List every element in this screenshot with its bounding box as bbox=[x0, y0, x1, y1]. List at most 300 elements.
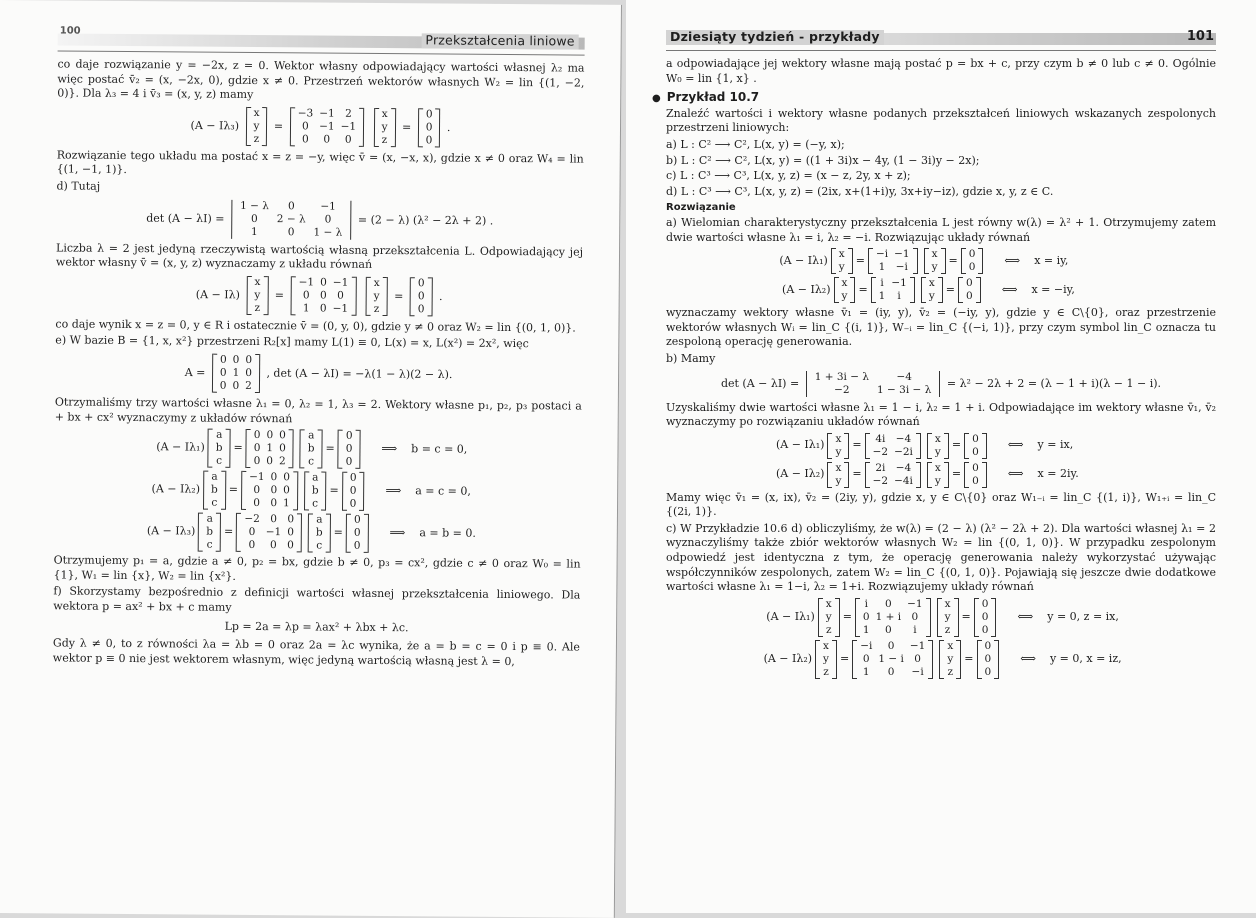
matrix bbox=[290, 276, 356, 316]
matrix-cell: −2 bbox=[244, 513, 260, 526]
matrix-cell: 0 bbox=[219, 353, 227, 366]
matrix-cell: 0 bbox=[319, 289, 327, 302]
matrix-cell: −4i bbox=[894, 474, 913, 487]
matrix-cell: x bbox=[841, 277, 848, 290]
matrix-cell: y bbox=[944, 610, 951, 623]
matrix-cell: 0 bbox=[266, 429, 274, 442]
matrix-cell: x bbox=[835, 461, 842, 474]
equation-system bbox=[666, 248, 1216, 274]
matrix-cell: z bbox=[381, 133, 388, 146]
equals-sign: = bbox=[852, 467, 862, 481]
vector bbox=[818, 598, 840, 637]
paragraph: Rozwiązanie tego układu ma postać x = z = −y, więc v̄ = (x, −x, x), gdzie x ≠ 0 oraz W₄ = lin {(1, −1, 1)}. bbox=[56, 148, 584, 177]
matrix-cell: y bbox=[947, 652, 954, 665]
left-page-number: 100 bbox=[59, 25, 81, 37]
equation-system bbox=[666, 277, 1216, 303]
eq-result: x = −iy, bbox=[1031, 282, 1075, 296]
equation-systems bbox=[666, 248, 1216, 303]
equals-sign: = bbox=[852, 438, 862, 452]
matrix-cell: z bbox=[823, 665, 829, 678]
eq-lhs: (A − Iλ₁) bbox=[779, 253, 828, 267]
eq-result: y = 0, x = iz, bbox=[1049, 652, 1122, 666]
eq-lhs: det (A − λI) = bbox=[720, 376, 800, 390]
matrix-cell: −1 bbox=[249, 471, 265, 484]
matrix-cell: z bbox=[944, 623, 951, 636]
matrix-cell: 0 bbox=[253, 484, 261, 497]
matrix-cell: 0 bbox=[353, 539, 361, 552]
matrix-cell: 0 bbox=[914, 652, 921, 665]
eq-rhs: , det (A − λI) = −λ(1 − λ)(2 − λ). bbox=[266, 366, 453, 382]
matrix-cell: 0 bbox=[984, 665, 992, 678]
matrix-cell: −1 bbox=[907, 597, 923, 610]
matrix-cell: −4 bbox=[896, 370, 912, 383]
matrix-cell: 0 bbox=[232, 379, 240, 392]
matrix-cell: 0 bbox=[885, 623, 892, 636]
matrix-cell: 0 bbox=[417, 290, 425, 303]
vector bbox=[308, 514, 331, 553]
equals-sign: = bbox=[858, 282, 868, 296]
matrix-cell: 0 bbox=[270, 471, 278, 484]
matrix-cell: 0 bbox=[337, 289, 344, 302]
matrix-cell: b bbox=[210, 483, 218, 496]
matrix-cell: 0 bbox=[972, 474, 979, 487]
eq-lhs: A = bbox=[184, 365, 206, 380]
eq-lhs: (A − Iλ) bbox=[195, 287, 240, 302]
matrix-cell: 1 + i bbox=[875, 610, 902, 623]
matrix-cell: −4 bbox=[895, 461, 912, 474]
vector bbox=[958, 277, 981, 303]
matrix-cell: −1 bbox=[340, 120, 357, 133]
matrix-cell: −1 bbox=[319, 120, 335, 133]
vector bbox=[927, 433, 949, 459]
paragraph: wyznaczamy wektory własne v̄₁ = (iy, y), v̄₂ = (−iy, y), gdzie y ∈ C\{0}, oraz przestrzenie wektorów własnych Wᵢ = lin_C {(i, 1)}, W₋ᵢ = lin_C {(−i, 1)}, przy czym symbol lin_C oznacza tu zespoloną operację generowania. bbox=[666, 306, 1216, 349]
vector bbox=[921, 277, 943, 303]
equals-sign: = bbox=[961, 610, 971, 624]
matrix bbox=[241, 471, 298, 510]
matrix-cell: c bbox=[316, 539, 323, 552]
matrix-cell: y bbox=[254, 288, 261, 301]
vector bbox=[366, 277, 388, 316]
matrix-cell: 0 bbox=[966, 277, 973, 290]
matrix-cell: b bbox=[215, 441, 223, 454]
matrix-cell: 2i bbox=[875, 461, 886, 474]
matrix-cell: y bbox=[373, 289, 380, 302]
matrix-cell: 0 bbox=[968, 261, 976, 274]
eq-lhs: (A − Iλ₁) bbox=[156, 440, 205, 454]
matrix-cell: 0 bbox=[248, 526, 256, 539]
matrix-cell: 0 bbox=[324, 213, 332, 226]
paragraph: Liczba λ = 2 jest jedyną rzeczywistą wartością własną przekształcenia L. Odpowiadający jej wektor własny v̄ = (x, y, z) wyznaczamy z układu równań bbox=[55, 241, 584, 272]
determinant bbox=[231, 199, 352, 239]
matrix bbox=[212, 354, 260, 393]
matrix-cell: 0 bbox=[287, 225, 295, 238]
eq-lhs: (A − Iλ₁) bbox=[766, 610, 815, 624]
matrix-cell: y bbox=[934, 445, 941, 458]
equivalence-arrow: ⟺ bbox=[1017, 610, 1034, 624]
eq-lhs: (A − Iλ₂) bbox=[763, 652, 813, 666]
matrix-cell: −1 bbox=[319, 107, 335, 120]
matrix-cell: 0 bbox=[345, 429, 353, 442]
matrix bbox=[236, 513, 302, 553]
matrix-cell: 0 bbox=[425, 121, 433, 134]
matrix-cell: x bbox=[947, 639, 954, 652]
matrix-cell: i bbox=[913, 623, 917, 636]
matrix-cell: b bbox=[206, 525, 214, 538]
matrix-cell: 0 bbox=[287, 199, 295, 212]
equation-system bbox=[54, 470, 581, 513]
vector bbox=[245, 107, 267, 146]
equivalence-arrow: ⟺ bbox=[1020, 652, 1036, 666]
equals-sign: = bbox=[951, 438, 962, 452]
eq-rhs: = λ² − 2λ + 2 = (λ − 1 + i)(λ − 1 − i). bbox=[946, 376, 1162, 390]
paragraph: Znaleźć wartości i wektory własne podanych przekształceń liniowych wskazanych zespolonych przestrzeni liniowych: bbox=[666, 106, 1216, 135]
eq-result: y = 0, z = ix, bbox=[1047, 610, 1119, 624]
matrix-cell: 0 bbox=[279, 442, 286, 455]
example-items bbox=[666, 138, 1216, 199]
right-page bbox=[626, 0, 1256, 913]
matrix-cell: 0 bbox=[344, 133, 352, 146]
matrix-cell: 0 bbox=[219, 366, 227, 379]
matrix-cell: 1 bbox=[232, 366, 240, 379]
matrix-cell: 1 − λ bbox=[313, 226, 343, 239]
matrix-cell: 2 bbox=[278, 455, 286, 468]
matrix-cell: y bbox=[381, 120, 388, 133]
eq-lhs: (A − Iλ₂) bbox=[775, 467, 825, 481]
eq-lhs: det (A − λI) = bbox=[146, 211, 225, 225]
matrix-cell: 0 bbox=[862, 652, 870, 665]
matrix-cell: 0 bbox=[968, 248, 976, 261]
matrix-cell: 0 bbox=[266, 455, 274, 468]
matrix-cell: i bbox=[897, 290, 901, 303]
vector bbox=[924, 248, 946, 274]
matrix-cell: 1 − λ bbox=[240, 199, 269, 212]
matrix-cell: y bbox=[934, 474, 941, 487]
matrix-cell: 1 bbox=[878, 261, 886, 274]
equation: (A − Iλ₃) x y z = −3 −1 2 0 −1 −1 0 0 0 x y z = 0 0 0 . bbox=[190, 106, 451, 147]
matrix-cell: x bbox=[934, 461, 941, 474]
matrix-cell: y bbox=[835, 474, 842, 487]
matrix-cell: x bbox=[825, 597, 832, 610]
matrix-cell: y bbox=[838, 261, 845, 274]
eq-lhs: (A − Iλ₂) bbox=[151, 482, 201, 496]
matrix-cell: −i bbox=[895, 261, 908, 274]
equals-sign: = bbox=[951, 467, 962, 481]
eq-result: b = c = 0, bbox=[411, 442, 468, 457]
matrix-cell: z bbox=[825, 623, 832, 636]
vector bbox=[964, 462, 987, 488]
paragraph: c) W Przykładzie 10.6 d) obliczyliśmy, że w(λ) = (2 − λ) (λ² − 2λ + 2). Dla wartości własnej λ₁ = 2 wyznaczyliśmy także zbiór wektorów własnych W₂ = lin {(0, 1, 0)}. W przypadku zespolonym odpowiedź jest identyczna z tym, że operację generowania należy wykorzystać używając współczynników zespolonych, zatem W₂ = lin_C {(0, 1, 0)}. Pojawiają się jeszcze dwie dodatkowe wartości własne λ₁ = 1−i, λ₂ = 1+i. Rozwiązujemy układy równań bbox=[666, 521, 1216, 594]
vector bbox=[937, 598, 959, 637]
example-item: d) L : C³ ⟶ C³, L(x, y, z) = (2ix, x+(1+i)y, 3x+iy−iz), gdzie x, y, z ∈ C. bbox=[666, 184, 1054, 198]
matrix-cell: 0 bbox=[270, 497, 278, 510]
equation-systems bbox=[666, 598, 1216, 679]
implies-arrow: ⟹ bbox=[385, 484, 402, 498]
left-running-head bbox=[58, 25, 585, 55]
vector bbox=[198, 513, 221, 552]
matrix-cell: 0 bbox=[353, 526, 361, 539]
matrix-cell: 0 bbox=[248, 539, 256, 552]
example-item: c) L : C³ ⟶ C³, L(x, y, z) = (x − z, 2y, x + z); bbox=[666, 169, 911, 183]
matrix-cell: 0 bbox=[984, 652, 992, 665]
paragraph: f) Skorzystamy bezpośrednio z definicji wartości własnej przekształcenia liniowego. Dla wektora p = ax² + bx + c mamy bbox=[53, 584, 581, 614]
matrix-cell: 0 bbox=[302, 120, 309, 133]
matrix-cell: −4 bbox=[895, 432, 912, 445]
matrix-cell: 1 bbox=[878, 290, 886, 303]
implies-arrow: ⟹ bbox=[381, 442, 398, 456]
vector bbox=[338, 430, 361, 469]
example-title: ● Przykład 10.7 bbox=[666, 90, 1216, 107]
matrix-cell: z bbox=[254, 301, 261, 314]
eq-lhs: (A − Iλ₃) bbox=[190, 118, 240, 133]
matrix-cell: x bbox=[253, 106, 260, 119]
matrix-cell: 0 bbox=[287, 526, 294, 539]
matrix-cell: a bbox=[206, 512, 213, 525]
equals-sign: = bbox=[329, 483, 339, 498]
matrix-cell: −1 bbox=[320, 200, 336, 213]
matrix-cell: −1 bbox=[298, 276, 315, 289]
paragraph: Gdy λ ≠ 0, to z równości λa = λb = 0 oraz 2a = λc wynika, że a = b = c = 0 i p ≡ 0. Ale wektor p ≡ 0 nie jest wektorem własnym, więc jedyną wartością własną jest λ = 0, bbox=[52, 636, 580, 668]
matrix-cell: 0 bbox=[253, 497, 261, 510]
equation-systems bbox=[666, 433, 1216, 488]
paragraph: co daje wynik x = z = 0, y ∈ R i ostatecznie v̄ = (0, y, 0), gdzie y ≠ 0 oraz W₂ = lin {(0, 1, 0)}. bbox=[55, 317, 576, 335]
paragraph: b) Mamy bbox=[666, 351, 716, 365]
matrix-cell: 0 bbox=[219, 379, 227, 392]
matrix-cell: 0 bbox=[270, 484, 278, 497]
vector bbox=[961, 248, 984, 274]
matrix-cell: 1 bbox=[302, 302, 310, 315]
eq-result: x = 2iy. bbox=[1037, 467, 1079, 481]
vector bbox=[834, 277, 856, 303]
eq-result: a = c = 0, bbox=[415, 484, 471, 499]
equation: Lp = 2a = λp = λax² + λbx + λc. bbox=[224, 619, 409, 634]
matrix-cell: 0 bbox=[269, 539, 277, 552]
eq-result: y = ix, bbox=[1037, 438, 1074, 452]
vector bbox=[977, 640, 1000, 679]
eq-lhs: (A − Iλ₃) bbox=[146, 524, 196, 538]
matrix-cell: c bbox=[216, 454, 223, 467]
matrix-cell: 0 bbox=[345, 442, 353, 455]
matrix bbox=[246, 429, 294, 468]
matrix-cell: x bbox=[823, 639, 829, 652]
matrix-cell: −2i bbox=[894, 445, 913, 458]
matrix-cell: 0 bbox=[323, 133, 331, 146]
matrix-cell: 0 bbox=[301, 133, 309, 146]
matrix-cell: −i bbox=[875, 248, 889, 261]
matrix-cell: 0 bbox=[245, 366, 253, 379]
matrix-cell: 0 bbox=[302, 289, 310, 302]
paragraph: Otrzymujemy p₁ = a, gdzie a ≠ 0, p₂ = bx, gdzie b ≠ 0, p₃ = cx², gdzie c ≠ 0 oraz W₀ = lin {1}, W₁ = lin {x}, W₂ = lin {x²}. bbox=[53, 553, 581, 583]
matrix-cell: x bbox=[934, 432, 941, 445]
right-running-title: Dziesiąty tydzień - przykłady bbox=[666, 30, 884, 45]
matrix-cell: a bbox=[312, 471, 319, 484]
matrix-cell: x bbox=[254, 275, 261, 288]
left-running-title: Przekształcenia liniowe bbox=[421, 33, 578, 49]
matrix-cell: x bbox=[944, 597, 951, 610]
paragraph: co daje rozwiązanie y = −2x, z = 0. Wektor własny odpowiadający wartości własnej λ₂ ma więc postać v̄₂ = (x, −2x, 0), gdzie x ≠ 0. Przestrzeń wektorów własnych W₂ = lin {(1, −2, 0)}. Dla λ₃ = 4 i v̄₃ = (x, y, z) mamy bbox=[57, 57, 585, 102]
matrix-cell: i bbox=[880, 277, 884, 290]
matrix-cell: 2 − λ bbox=[276, 212, 306, 225]
matrix-cell: −3 bbox=[297, 107, 314, 120]
equivalence-arrow: ⟺ bbox=[1007, 467, 1024, 481]
equation-system bbox=[666, 433, 1216, 459]
matrix-cell: c bbox=[206, 538, 213, 551]
equation-system bbox=[54, 428, 581, 471]
matrix-cell: −1 bbox=[332, 276, 349, 289]
vector bbox=[831, 248, 853, 274]
matrix-cell: x bbox=[838, 248, 845, 261]
equivalence-arrow: ⟺ bbox=[1001, 282, 1018, 296]
matrix-cell: x bbox=[931, 248, 938, 261]
vector bbox=[939, 640, 961, 679]
matrix bbox=[290, 107, 365, 147]
matrix-cell: 0 bbox=[345, 455, 353, 468]
matrix-cell: z bbox=[253, 132, 260, 145]
matrix-cell: 0 bbox=[966, 290, 973, 303]
matrix-cell: x bbox=[381, 107, 388, 120]
matrix bbox=[855, 598, 931, 637]
vector bbox=[342, 472, 365, 511]
matrix-cell: 0 bbox=[251, 212, 258, 225]
matrix-cell: 0 bbox=[283, 471, 290, 484]
equals-sign: = bbox=[223, 525, 234, 539]
matrix-cell: 2 bbox=[345, 107, 352, 120]
matrix-cell: −1 bbox=[332, 302, 349, 315]
matrix-cell: 0 bbox=[984, 639, 992, 652]
matrix-cell: 0 bbox=[349, 497, 357, 510]
vector bbox=[208, 429, 231, 468]
matrix-cell: 0 bbox=[319, 302, 327, 315]
eq-rhs: = (2 − λ) (λ² − 2λ + 2) . bbox=[357, 212, 494, 227]
matrix-cell: 0 bbox=[253, 442, 261, 455]
matrix-cell: i bbox=[864, 597, 868, 610]
equals-sign: = bbox=[945, 282, 955, 296]
matrix-cell: y bbox=[931, 261, 938, 274]
equation bbox=[55, 352, 582, 395]
example-item: b) L : C² ⟶ C², L(x, y) = ((1 + 3i)x − 4y, (1 − 3i)y − 2x); bbox=[666, 153, 980, 167]
vector bbox=[927, 462, 949, 488]
matrix-cell: 1 bbox=[283, 497, 290, 510]
matrix-cell: c bbox=[312, 497, 319, 510]
vector bbox=[300, 429, 323, 468]
paragraph: a) Wielomian charakterystyczny przekształcenia L jest równy w(λ) = λ² + 1. Otrzymujemy zatem dwie wartości własne λ₁ = i, λ₂ = −i. Rozwiązując układy równań bbox=[666, 215, 1216, 244]
vector bbox=[827, 462, 849, 488]
vector bbox=[815, 640, 837, 679]
matrix-cell: y bbox=[825, 610, 832, 623]
equation: (A − Iλ) x y z = −1 0 −1 0 0 0 1 0 −1 x y z = 0 0 0 . bbox=[195, 275, 443, 316]
matrix-cell: 1 + 3i − λ bbox=[814, 370, 870, 383]
solution-label: Rozwiązanie bbox=[666, 202, 736, 214]
vector bbox=[827, 433, 849, 459]
matrix-cell: −1 bbox=[909, 639, 926, 652]
matrix-cell: 0 bbox=[245, 353, 253, 366]
matrix-cell: 0 bbox=[911, 610, 919, 623]
matrix-cell: 1 bbox=[862, 665, 870, 678]
matrix-cell: 0 bbox=[887, 665, 895, 678]
matrix-cell: 0 bbox=[253, 429, 261, 442]
matrix-cell: 1 − 3i − λ bbox=[877, 383, 932, 396]
matrix-cell: 0 bbox=[885, 597, 892, 610]
matrix-cell: a bbox=[216, 428, 223, 441]
example-item: a) L : C² ⟶ C², L(x, y) = (−y, x); bbox=[666, 137, 845, 151]
vector bbox=[964, 433, 987, 459]
matrix-cell: 0 bbox=[349, 471, 357, 484]
matrix-cell: −i bbox=[860, 639, 873, 652]
vector bbox=[418, 108, 441, 147]
matrix-cell: a bbox=[211, 470, 218, 483]
matrix-cell: 0 bbox=[232, 353, 240, 366]
matrix-cell: −1 bbox=[265, 526, 282, 539]
matrix-cell: x bbox=[835, 432, 842, 445]
equals-sign: = bbox=[333, 525, 343, 540]
matrix-cell: 0 bbox=[972, 445, 979, 458]
paragraph: Uzyskaliśmy dwie wartości własne λ₁ = 1 − i, λ₂ = 1 + i. Odpowiadające im wektory własne v̄₁, v̄₂ wyznaczymy po rozwiązaniu układów równań bbox=[666, 400, 1216, 429]
matrix-cell: −2 bbox=[834, 383, 850, 396]
matrix bbox=[871, 277, 915, 303]
matrix-cell: 0 bbox=[981, 597, 989, 610]
paragraph: Mamy więc v̄₁ = (x, ix), v̄₂ = (2iy, y), gdzie x, y ∈ C\{0} oraz W₁₋ᵢ = lin_C {(1, i)}, W₁₊ᵢ = lin_C {(2i, 1)}. bbox=[666, 490, 1216, 519]
matrix-cell: x bbox=[928, 277, 935, 290]
matrix-cell: y bbox=[835, 445, 842, 458]
matrix-cell: 0 bbox=[417, 303, 425, 316]
equals-sign: = bbox=[233, 441, 243, 455]
vector bbox=[346, 514, 369, 553]
vector bbox=[203, 471, 226, 510]
matrix-cell: b bbox=[311, 484, 319, 497]
eq-lhs: (A − Iλ₂) bbox=[782, 282, 831, 296]
vector bbox=[410, 277, 433, 316]
equivalence-arrow: ⟺ bbox=[1007, 438, 1024, 452]
eq-result: x = iy, bbox=[1034, 253, 1069, 267]
matrix-cell: y bbox=[841, 290, 848, 303]
matrix-cell: −1 bbox=[891, 277, 907, 290]
right-page-number: 101 bbox=[1186, 29, 1214, 44]
determinant-equation bbox=[666, 371, 1216, 397]
matrix bbox=[865, 433, 921, 459]
paragraph: a odpowiadające jej wektory własne mają postać p = bx + c, przy czym b ≠ 0 lub c ≠ 0. Ogólnie W₀ = lin {1, x} . bbox=[666, 57, 1216, 85]
equation-system bbox=[666, 462, 1216, 488]
matrix-cell: 0 bbox=[253, 455, 261, 468]
matrix-cell: 0 bbox=[425, 134, 433, 147]
eq-lhs: (A − Iλ₁) bbox=[775, 438, 825, 452]
equals-sign: = bbox=[839, 652, 850, 666]
matrix-cell: 1 bbox=[862, 623, 870, 636]
matrix-cell: b bbox=[315, 526, 323, 539]
equals-sign: = bbox=[325, 441, 335, 455]
equals-sign: = bbox=[855, 253, 865, 267]
matrix-cell: a bbox=[308, 429, 315, 442]
matrix-cell: 4i bbox=[875, 432, 886, 445]
matrix-cell: a bbox=[316, 513, 323, 526]
matrix-cell: x bbox=[373, 276, 380, 289]
equals-sign: = bbox=[948, 253, 958, 267]
equals-sign: = bbox=[228, 483, 239, 497]
left-page bbox=[0, 0, 622, 918]
matrix-cell: 0 bbox=[320, 276, 327, 289]
matrix-cell: 0 bbox=[353, 513, 361, 526]
equals-sign: = bbox=[964, 652, 974, 666]
matrix-cell: 0 bbox=[287, 513, 295, 526]
matrix-cell: y bbox=[823, 652, 829, 665]
matrix-cell: c bbox=[308, 455, 315, 468]
right-running-head bbox=[666, 30, 1216, 51]
determinant-equation bbox=[56, 198, 583, 241]
matrix-cell: 0 bbox=[981, 610, 989, 623]
paragraph: Otrzymaliśmy trzy wartości własne λ₁ = 0, λ₂ = 1, λ₃ = 2. Wektory własne p₁, p₂, p₃ postaci a + bx + cx² wyznaczymy z układów równań bbox=[54, 395, 582, 425]
vector bbox=[304, 472, 327, 511]
equation-system bbox=[54, 512, 581, 555]
matrix bbox=[852, 640, 933, 679]
matrix-cell: 2 bbox=[245, 379, 252, 392]
